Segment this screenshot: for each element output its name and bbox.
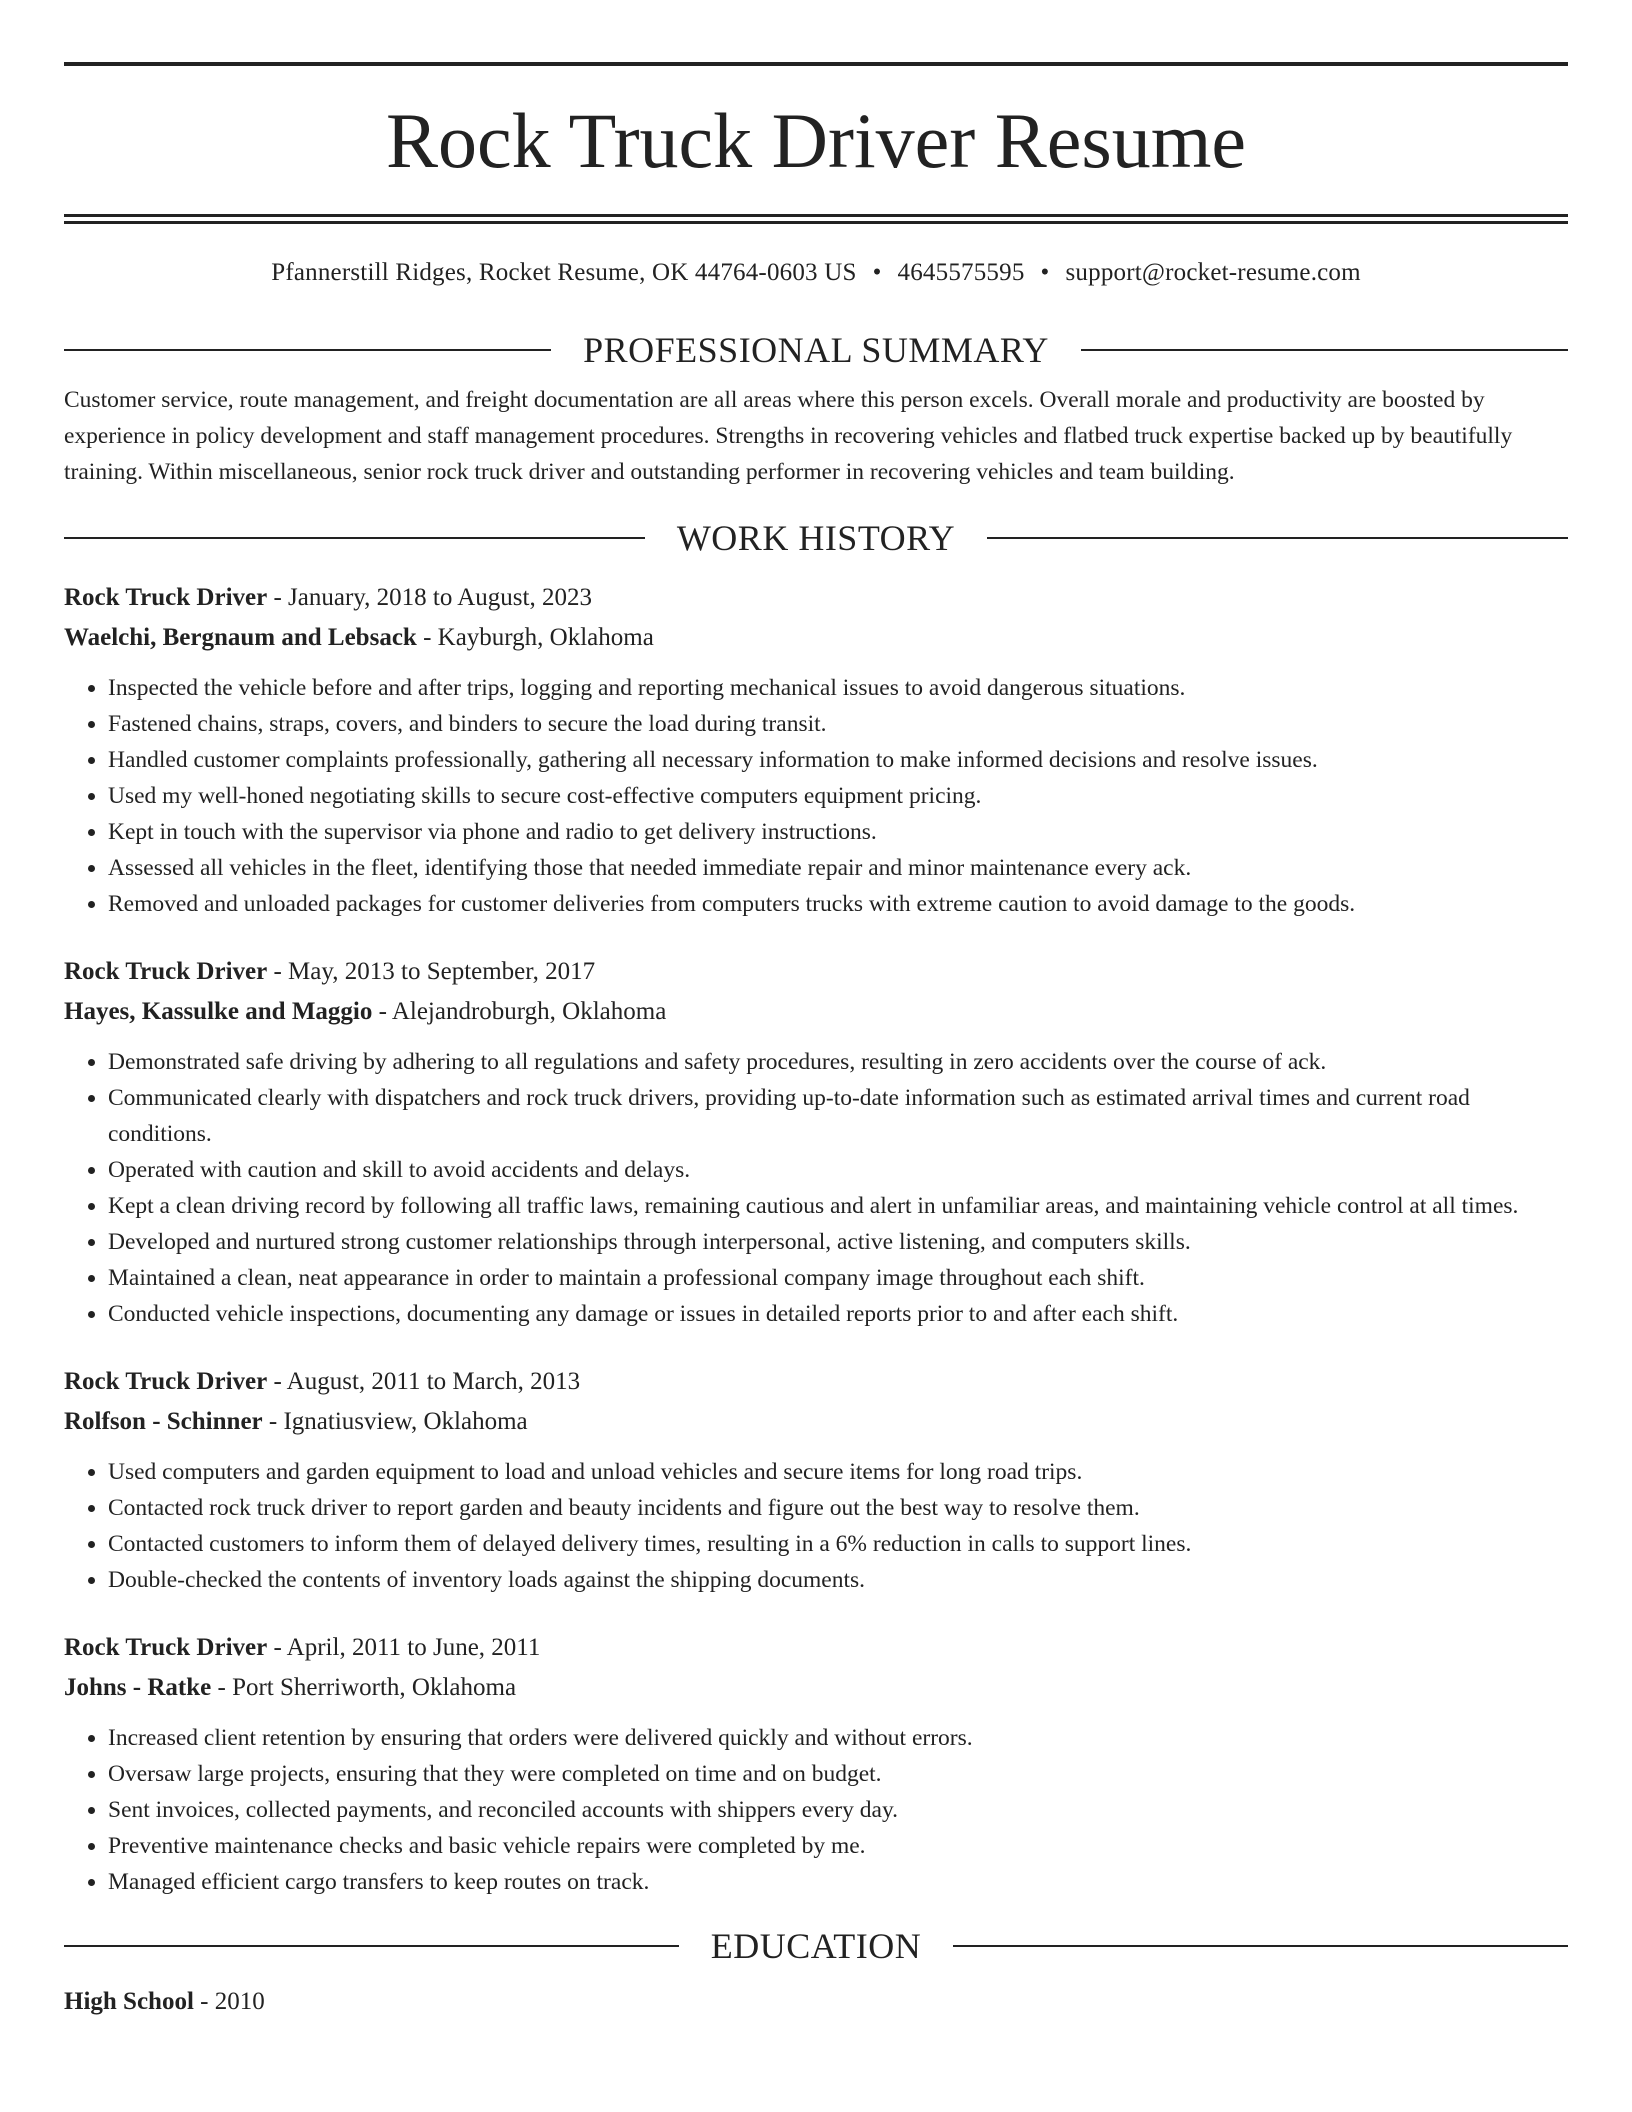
education-school: High School bbox=[64, 1988, 194, 2015]
job-bullet: • Assessed all vehicles in the fleet, identifying those that needed immediate repair and minor maintenance every ack. bbox=[108, 850, 1568, 886]
job-bullet-list bbox=[64, 1044, 1568, 1332]
job-bullet: • Contacted rock truck driver to report garden and beauty incidents and figure out the best way to resolve them. bbox=[108, 1490, 1568, 1526]
job-bullet: • Kept in touch with the supervisor via phone and radio to get delivery instructions. bbox=[108, 814, 1568, 850]
job-entry bbox=[64, 1628, 1568, 1900]
job-company: Johns - Ratke bbox=[64, 1674, 212, 1701]
contact-separator: • bbox=[1040, 259, 1050, 286]
job-company-line: Johns - Ratke - Port Sherriworth, Oklahoma bbox=[64, 1674, 517, 1701]
job-bullet: • Increased client retention by ensuring that orders were delivered quickly and without errors. bbox=[108, 1720, 1568, 1756]
contact-email: support@rocket-resume.com bbox=[1065, 259, 1361, 286]
job-bullet: • Demonstrated safe driving by adhering to all regulations and safety procedures, resulting in zero accidents over the course of ack. bbox=[108, 1044, 1568, 1080]
contact-line bbox=[64, 258, 1568, 288]
title-double-rule bbox=[64, 214, 1568, 224]
job-bullet: • Removed and unloaded packages for customer deliveries from computers trucks with extreme caution to avoid damage to the goods. bbox=[108, 886, 1568, 922]
job-bullet: • Kept a clean driving record by following all traffic laws, remaining cautious and alert in unfamiliar areas, and maintaining vehicle control at all times. bbox=[108, 1188, 1568, 1224]
job-bullet: • Operated with caution and skill to avoid accidents and delays. bbox=[108, 1152, 1568, 1188]
job-bullet: • Contacted customers to inform them of delayed delivery times, resulting in a 6% reduction in calls to support lines. bbox=[108, 1526, 1568, 1562]
job-title-line: Rock Truck Driver - August, 2011 to March, 2013 bbox=[64, 1368, 581, 1395]
education-year: 2010 bbox=[214, 1988, 265, 2015]
job-title-line: Rock Truck Driver - April, 2011 to June, 2011 bbox=[64, 1634, 541, 1661]
job-company-line: Rolfson - Schinner - Ignatiusview, Oklahoma bbox=[64, 1408, 528, 1435]
job-location: Ignatiusview, Oklahoma bbox=[283, 1408, 528, 1435]
job-bullet: • Sent invoices, collected payments, and reconciled accounts with shippers every day. bbox=[108, 1792, 1568, 1828]
heading-rule-left bbox=[64, 537, 645, 539]
work-history-heading bbox=[64, 520, 1568, 556]
job-bullet: • Oversaw large projects, ensuring that they were completed on time and on budget. bbox=[108, 1756, 1568, 1792]
job-location: Kayburgh, Oklahoma bbox=[437, 624, 654, 651]
heading-rule-right bbox=[1081, 349, 1568, 351]
page-title: Rock Truck Driver Resume bbox=[385, 97, 1247, 184]
job-dates: January, 2018 to August, 2023 bbox=[288, 584, 592, 611]
job-bullet-list bbox=[64, 1720, 1568, 1900]
job-location: Alejandroburgh, Oklahoma bbox=[391, 998, 667, 1025]
job-company: Waelchi, Bergnaum and Lebsack bbox=[64, 624, 417, 651]
job-entry bbox=[64, 1362, 1568, 1598]
job-bullet: • Maintained a clean, neat appearance in order to maintain a professional company image throughout each shift. bbox=[108, 1260, 1568, 1296]
job-company: Rolfson - Schinner bbox=[64, 1408, 263, 1435]
summary-text: Customer service, route management, and freight documentation are all areas where this person excels. Overall morale and productivity are boosted by experience in policy development and staff management procedures. Strengths in recovering vehicles and flatbed truck expertise backed up by beautifully training. Within miscellaneous, senior rock truck driver and outstanding performer in recovering vehicles and team building. bbox=[64, 387, 1513, 485]
job-bullet: • Used computers and garden equipment to load and unload vehicles and secure items for long road trips. bbox=[108, 1454, 1568, 1490]
section-title: EDUCATION bbox=[710, 1926, 922, 1966]
job-bullet-list bbox=[64, 1454, 1568, 1598]
job-location: Port Sherriworth, Oklahoma bbox=[232, 1674, 517, 1701]
job-dates: May, 2013 to September, 2017 bbox=[288, 958, 596, 985]
job-bullet: • Fastened chains, straps, covers, and binders to secure the load during transit. bbox=[108, 706, 1568, 742]
job-bullet-list bbox=[64, 670, 1568, 922]
contact-address: Pfannerstill Ridges, Rocket Resume, OK 44764-0603 US bbox=[271, 259, 857, 286]
job-company-line: Waelchi, Bergnaum and Lebsack - Kayburgh, Oklahoma bbox=[64, 624, 654, 651]
heading-rule-right bbox=[987, 537, 1568, 539]
job-company-line: Hayes, Kassulke and Maggio - Alejandroburgh, Oklahoma bbox=[64, 998, 667, 1025]
heading-rule-left bbox=[64, 349, 551, 351]
contact-separator: • bbox=[872, 259, 882, 286]
education-entry: High School - 2010 bbox=[64, 1988, 265, 2015]
job-company: Hayes, Kassulke and Maggio bbox=[64, 998, 373, 1025]
education-heading bbox=[64, 1928, 1568, 1964]
heading-rule-left bbox=[64, 1945, 679, 1947]
section-title: PROFESSIONAL SUMMARY bbox=[583, 330, 1049, 370]
job-bullet: • Conducted vehicle inspections, documenting any damage or issues in detailed reports prior to and after each shift. bbox=[108, 1296, 1568, 1332]
job-bullet: • Used my well-honed negotiating skills to secure cost-effective computers equipment pricing. bbox=[108, 778, 1568, 814]
job-title: Rock Truck Driver bbox=[64, 1368, 268, 1395]
job-title-line: Rock Truck Driver - May, 2013 to September, 2017 bbox=[64, 958, 596, 985]
job-list bbox=[64, 578, 1568, 1900]
job-dates: April, 2011 to June, 2011 bbox=[286, 1634, 541, 1661]
contact-phone: 4645575595 bbox=[897, 259, 1025, 286]
job-bullet: • Double-checked the contents of inventory loads against the shipping documents. bbox=[108, 1562, 1568, 1598]
job-bullet: • Managed efficient cargo transfers to keep routes on track. bbox=[108, 1864, 1568, 1900]
job-dates: August, 2011 to March, 2013 bbox=[286, 1368, 581, 1395]
job-entry bbox=[64, 578, 1568, 922]
job-bullet: • Preventive maintenance checks and basic vehicle repairs were completed by me. bbox=[108, 1828, 1568, 1864]
job-title: Rock Truck Driver bbox=[64, 958, 268, 985]
job-bullet: • Developed and nurtured strong customer relationships through interpersonal, active listening, and computers skills. bbox=[108, 1224, 1568, 1260]
section-title: WORK HISTORY bbox=[676, 518, 956, 558]
resume-page bbox=[64, 62, 1568, 2022]
heading-rule-right bbox=[953, 1945, 1568, 1947]
job-bullet: • Communicated clearly with dispatchers and rock truck drivers, providing up-to-date information such as estimated arrival times and current road conditions. bbox=[108, 1080, 1568, 1152]
job-title: Rock Truck Driver bbox=[64, 1634, 268, 1661]
job-entry bbox=[64, 952, 1568, 1332]
job-title-line: Rock Truck Driver - January, 2018 to August, 2023 bbox=[64, 584, 592, 611]
job-bullet: • Inspected the vehicle before and after trips, logging and reporting mechanical issues to avoid dangerous situations. bbox=[108, 670, 1568, 706]
top-rule bbox=[64, 62, 1568, 66]
job-title: Rock Truck Driver bbox=[64, 584, 268, 611]
job-bullet: • Handled customer complaints professionally, gathering all necessary information to make informed decisions and resolve issues. bbox=[108, 742, 1568, 778]
summary-heading bbox=[64, 332, 1568, 368]
